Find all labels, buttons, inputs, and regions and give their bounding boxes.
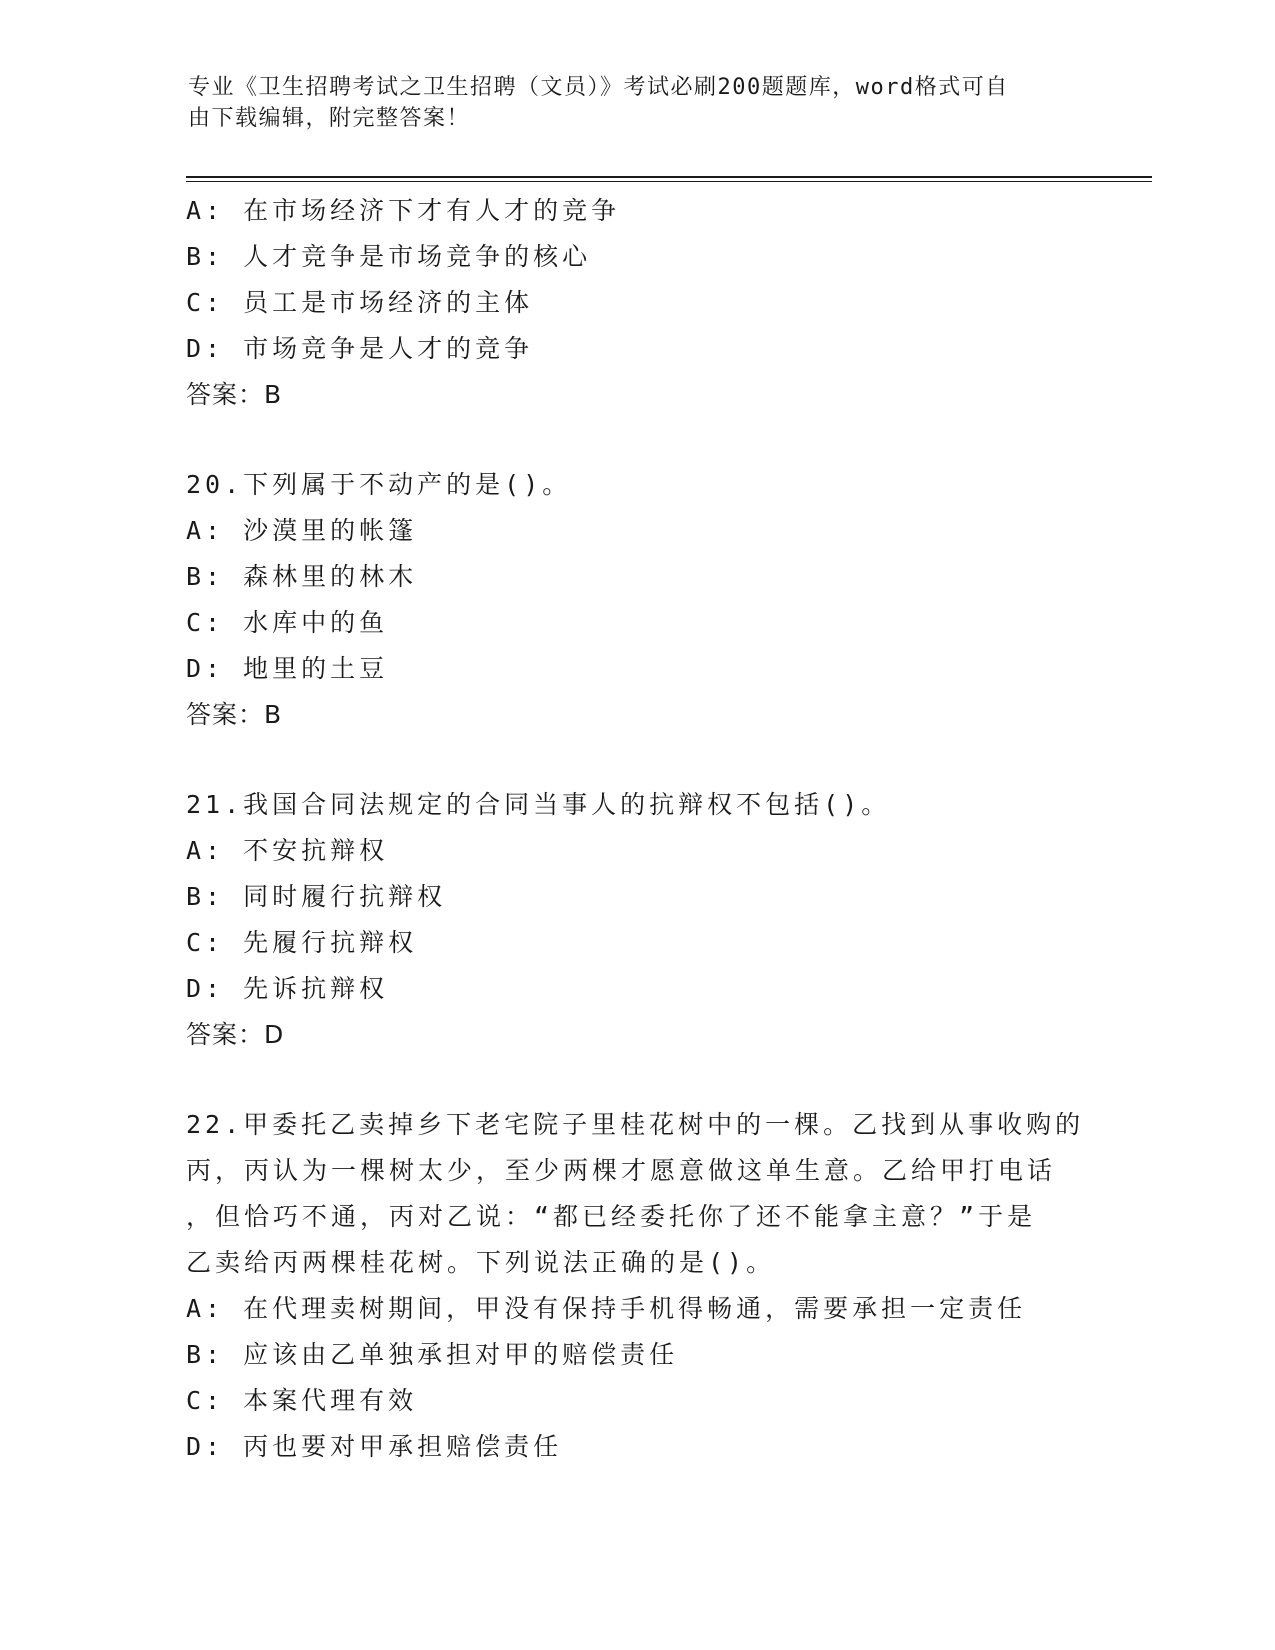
option-a: A: 在市场经济下才有人才的竞争 [186, 196, 621, 225]
answer-line: 答案：D [186, 1020, 285, 1049]
option-d: D: 丙也要对甲承担赔偿责任 [186, 1432, 563, 1461]
question-block [186, 782, 1086, 1058]
option-d: D: 先诉抗辩权 [186, 974, 389, 1003]
question-stem-line: 乙卖给丙两棵桂花树。下列说法正确的是()。 [186, 1248, 776, 1277]
header-divider-thin [186, 181, 1152, 182]
header-line-1: 专业《卫生招聘考试之卫生招聘（文员）》考试必刷200题题库，word格式可自 [188, 75, 1009, 100]
answer-line: 答案：B [186, 380, 283, 409]
option-d: D: 市场竞争是人才的竞争 [186, 334, 534, 363]
option-b: B: 应该由乙单独承担对甲的赔偿责任 [186, 1340, 679, 1369]
option-a: A: 沙漠里的帐篷 [186, 516, 418, 545]
option-c: C: 员工是市场经济的主体 [186, 288, 534, 317]
header-line-2: 由下载编辑，附完整答案！ [188, 106, 471, 131]
option-c: C: 先履行抗辩权 [186, 928, 418, 957]
question-stem-line: ，但恰巧不通，丙对乙说：“都已经委托你了还不能拿主意？”于是 [186, 1202, 1037, 1231]
question-list [186, 188, 1086, 1470]
option-c: C: 水库中的鱼 [186, 608, 389, 637]
option-a: A: 在代理卖树期间，甲没有保持手机得畅通，需要承担一定责任 [186, 1294, 1027, 1323]
option-b: B: 同时履行抗辩权 [186, 882, 447, 911]
answer-line: 答案：B [186, 700, 283, 729]
question-block [186, 188, 1086, 418]
question-block [186, 1102, 1086, 1470]
document-header [188, 72, 1088, 134]
question-stem-line: 22.甲委托乙卖掉乡下老宅院子里桂花树中的一棵。乙找到从事收购的 [186, 1110, 1085, 1139]
question-stem-line: 丙，丙认为一棵树太少，至少两棵才愿意做这单生意。乙给甲打电话 [186, 1156, 1057, 1185]
option-d: D: 地里的土豆 [186, 654, 389, 683]
option-a: A: 不安抗辩权 [186, 836, 389, 865]
question-stem: 21.我国合同法规定的合同当事人的抗辩权不包括()。 [186, 790, 891, 819]
header-divider [186, 176, 1152, 178]
option-b: B: 人才竞争是市场竞争的核心 [186, 242, 592, 271]
question-stem: 20.下列属于不动产的是()。 [186, 470, 572, 499]
option-b: B: 森林里的林木 [186, 562, 418, 591]
question-block [186, 462, 1086, 738]
option-c: C: 本案代理有效 [186, 1386, 418, 1415]
